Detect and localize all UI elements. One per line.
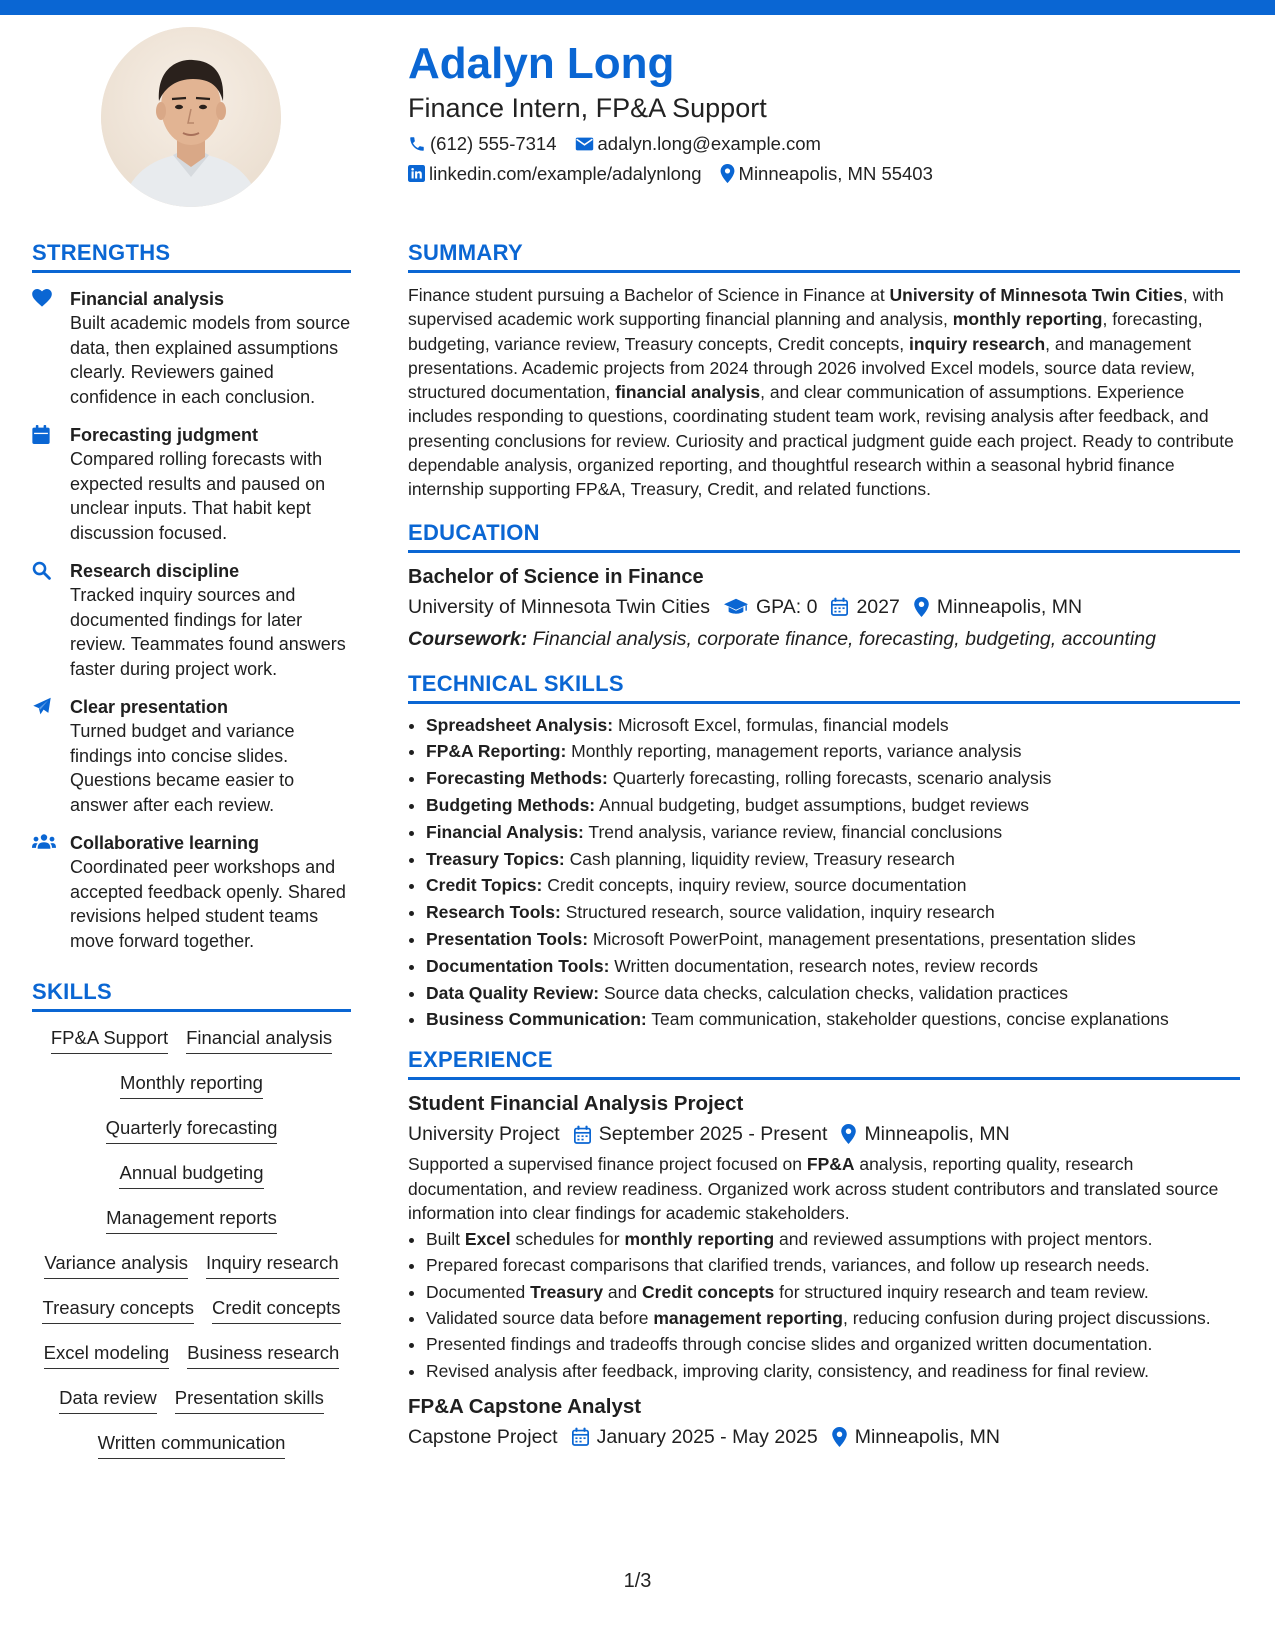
technical-skill-item	[426, 872, 1240, 899]
strength-item	[32, 831, 351, 953]
bold-phrase: Credit concepts	[642, 1281, 775, 1302]
skill-label: Forecasting Methods:	[426, 768, 608, 789]
users-icon	[32, 833, 56, 850]
technical-skill-item	[426, 1006, 1240, 1033]
job-bullets	[408, 1227, 1240, 1383]
skill-chip: Presentation skills	[175, 1386, 324, 1414]
text-run: and reviewed assumptions with project mentors.	[774, 1229, 1153, 1250]
skills-row	[32, 1386, 351, 1431]
location-text: Minneapolis, MN	[854, 1425, 1000, 1448]
year-text: 2027	[856, 595, 900, 618]
skill-value: Written documentation, research notes, review records	[609, 955, 1039, 976]
technical-skill-item	[426, 899, 1240, 926]
email-text: adalyn.long@example.com	[597, 132, 821, 154]
skills-list	[32, 1026, 351, 1476]
strength-item	[32, 695, 351, 817]
education-meta	[408, 593, 1240, 621]
job-bullet	[426, 1280, 1240, 1304]
right-column	[408, 240, 1240, 1451]
text-run: Finance student pursuing a Bachelor of Science in Finance at	[408, 285, 890, 305]
school-name	[408, 593, 710, 621]
location-contact	[720, 163, 933, 185]
map-pin-icon	[914, 597, 929, 617]
dates-text: January 2025 - May 2025	[596, 1425, 818, 1448]
skills-row	[32, 1296, 351, 1341]
text-run: Built	[426, 1229, 465, 1250]
strength-item	[32, 423, 351, 545]
strength-title: Financial analysis	[70, 289, 225, 309]
skill-value: Structured research, source validation, inquiry research	[560, 902, 995, 923]
technical-skill-item	[426, 712, 1240, 739]
job-org	[408, 1423, 558, 1451]
text-run: and	[603, 1281, 642, 1302]
contact-row-1	[408, 133, 1238, 155]
bold-phrase: monthly reporting	[624, 1229, 775, 1250]
map-pin-icon	[720, 164, 735, 183]
strength-desc: Tracked inquiry sources and documented findings for later review. Teammates found answers faster during project work.	[70, 585, 346, 679]
calendar-icon	[831, 597, 848, 616]
text-run: , and clear communication of assumptions. Experience includes responding to questions, coordinating student team work, revising analysis after feedback, and presenting conclusions for review. Curiosity and practical judgment guide each project. Ready to contribute dependable analysis, organized reporting, and thoughtful research within a seasonal hybrid finance internship supporting FP&A, Treasury, Credit, and related functions.	[408, 382, 1234, 500]
heart-icon	[32, 289, 52, 307]
skill-label: Presentation Tools:	[426, 929, 589, 950]
job-org	[408, 1120, 560, 1148]
phone-text: (612) 555-7314	[430, 132, 557, 154]
strengths-heading: STRENGTHS	[32, 240, 351, 273]
job-location	[841, 1120, 1009, 1148]
skills-row	[32, 1161, 351, 1206]
dates-text: September 2025 - Present	[598, 1123, 828, 1146]
job-description	[408, 1152, 1240, 1225]
coursework-text: Financial analysis, corporate finance, forecasting, budgeting, accounting	[527, 627, 1156, 650]
skill-chip: Quarterly forecasting	[106, 1116, 278, 1144]
gpa	[724, 593, 817, 621]
calendar-icon	[32, 425, 50, 444]
technical-skills-list	[408, 712, 1240, 1034]
job-location	[832, 1423, 1000, 1451]
text-run: , with supervised academic work supporting financial planning and analysis,	[408, 285, 1224, 330]
skill-label: Business Communication:	[426, 1009, 647, 1030]
contact-row-2	[408, 163, 1238, 185]
skill-chip: Written communication	[98, 1431, 286, 1459]
job-meta	[408, 1423, 1240, 1451]
bold-phrase: inquiry research	[908, 333, 1046, 354]
phone-icon	[408, 135, 426, 153]
skill-value: Team communication, stakeholder questions, concise explanations	[646, 1009, 1169, 1030]
summary-text	[408, 283, 1240, 502]
school-location	[914, 593, 1082, 621]
resume-header	[408, 40, 1238, 185]
envelope-icon	[575, 136, 594, 152]
skill-label: Data Quality Review:	[426, 982, 600, 1003]
text-run: for structured inquiry research and team review.	[774, 1281, 1149, 1302]
gpa-text: GPA: 0	[756, 595, 818, 618]
skill-chip: Excel modeling	[44, 1341, 169, 1369]
linkedin-contact[interactable]	[408, 163, 702, 185]
calendar-icon	[572, 1427, 589, 1446]
bold-phrase: FP&A	[806, 1154, 855, 1175]
technical-skill-item	[426, 953, 1240, 980]
location-text: Minneapolis, MN	[864, 1123, 1010, 1146]
strength-title: Clear presentation	[70, 697, 229, 717]
search-icon	[32, 561, 51, 580]
technical-skill-item	[426, 846, 1240, 873]
skill-chip: Annual budgeting	[119, 1161, 263, 1189]
skill-value: Monthly reporting, management reports, variance analysis	[566, 741, 1022, 762]
skill-label: Documentation Tools:	[426, 955, 610, 976]
text-run: analysis, reporting quality, research documentation, and review readiness. Organized work across student contributors and translated source information into clear findings for academic stakeholders.	[408, 1154, 1219, 1223]
map-pin-icon	[841, 1124, 856, 1144]
skill-chip: Monthly reporting	[120, 1071, 263, 1099]
skill-chip: Inquiry research	[206, 1251, 339, 1279]
location-text: Minneapolis, MN	[936, 595, 1083, 618]
skills-row	[32, 1206, 351, 1251]
text-run: Revised analysis after feedback, improving clarity, consistency, and readiness for final review.	[426, 1360, 1150, 1381]
candidate-role: Finance Intern, FP&A Support	[408, 93, 767, 124]
job-title: Student Financial Analysis Project	[408, 1092, 744, 1116]
text-run: , forecasting, budgeting, variance review, Treasury concepts, Credit concepts,	[408, 309, 1203, 354]
text-run: Supported a supervised finance project focused on	[408, 1154, 807, 1175]
skill-chip: Financial analysis	[186, 1026, 332, 1054]
job-bullet	[426, 1253, 1240, 1277]
graduation-cap-icon	[724, 598, 748, 616]
text-run: Prepared forecast comparisons that clarified trends, variances, and follow up research needs.	[426, 1255, 1150, 1276]
skill-value: Cash planning, liquidity review, Treasury research	[564, 848, 955, 869]
technical-skill-item	[426, 792, 1240, 819]
job-entry	[408, 1393, 1240, 1451]
coursework	[408, 625, 1240, 653]
strength-title: Forecasting judgment	[70, 425, 259, 445]
skill-label: Credit Topics:	[426, 875, 543, 896]
linkedin-icon	[408, 165, 425, 182]
skill-chip: Management reports	[106, 1206, 277, 1234]
text-run: Documented	[426, 1281, 531, 1302]
job-dates	[572, 1423, 818, 1451]
top-accent-bar	[0, 0, 1275, 15]
text-run: , reducing confusion during project discussions.	[842, 1308, 1211, 1329]
skill-value: Microsoft Excel, formulas, financial models	[613, 714, 949, 735]
strength-desc: Turned budget and variance findings into concise slides. Questions became easier to answer after each review.	[70, 721, 295, 815]
calendar-icon	[574, 1125, 591, 1144]
technical-skill-item	[426, 738, 1240, 765]
location-text: Minneapolis, MN 55403	[738, 162, 933, 184]
strength-desc: Coordinated peer workshops and accepted feedback openly. Shared revisions helped student teams move forward together.	[70, 857, 346, 951]
text-run: schedules for	[510, 1229, 625, 1250]
org-text: University Project	[408, 1123, 560, 1146]
left-column	[32, 240, 351, 1476]
coursework-label: Coursework:	[408, 627, 528, 650]
strengths-list	[32, 287, 351, 953]
strength-title: Collaborative learning	[70, 833, 260, 853]
job-meta	[408, 1120, 1240, 1148]
skill-value: Quarterly forecasting, rolling forecasts, scenario analysis	[607, 768, 1052, 789]
strength-item	[32, 287, 351, 409]
text-run: Presented findings and tradeoffs through concise slides and organized written documentation.	[426, 1334, 1153, 1355]
skill-value: Source data checks, calculation checks, validation practices	[599, 982, 1068, 1003]
technical-skill-item	[426, 765, 1240, 792]
phone-contact[interactable]	[408, 133, 557, 155]
grad-year	[831, 593, 899, 621]
bold-phrase: University of Minnesota Twin Cities	[889, 285, 1183, 305]
strength-desc: Built academic models from source data, then explained assumptions clearly. Reviewers gained confidence in each conclusion.	[70, 313, 351, 407]
experience-heading: EXPERIENCE	[408, 1047, 1240, 1080]
page-number: 1/3	[623, 1570, 652, 1592]
skill-label: Research Tools:	[426, 902, 561, 923]
skill-label: Budgeting Methods:	[426, 795, 596, 816]
email-contact[interactable]	[575, 133, 821, 155]
text-run: Validated source data before	[426, 1308, 654, 1329]
bold-phrase: monthly reporting	[952, 309, 1103, 330]
strength-item	[32, 559, 351, 681]
skill-label: Financial Analysis:	[426, 821, 584, 842]
job-bullet	[426, 1332, 1240, 1356]
job-entry	[408, 1090, 1240, 1383]
summary-heading: SUMMARY	[408, 240, 1240, 273]
profile-photo	[101, 27, 281, 207]
skills-heading: SKILLS	[32, 979, 351, 1012]
experience-list	[408, 1090, 1240, 1451]
degree-title: Bachelor of Science in Finance	[408, 565, 704, 588]
skill-value: Microsoft PowerPoint, management presentations, presentation slides	[588, 929, 1136, 950]
skill-chip: FP&A Support	[51, 1026, 168, 1054]
technical-skill-item	[426, 819, 1240, 846]
skill-chip: Data review	[59, 1386, 157, 1414]
school-text: University of Minnesota Twin Cities	[408, 595, 711, 618]
linkedin-text: linkedin.com/example/adalynlong	[429, 162, 702, 184]
skills-row	[32, 1341, 351, 1386]
job-bullet	[426, 1359, 1240, 1383]
skill-chip: Business research	[187, 1341, 339, 1369]
job-bullet	[426, 1306, 1240, 1330]
technical-skill-item	[426, 980, 1240, 1007]
text-run: , and management presentations. Academic projects from 2024 through 2026 involved Excel models, source data review, structured documentation,	[408, 333, 1195, 403]
skill-label: Treasury Topics:	[426, 848, 565, 869]
strength-desc: Compared rolling forecasts with expected results and paused on unclear inputs. That habit kept discussion focused.	[70, 449, 326, 543]
candidate-name: Adalyn Long	[408, 39, 675, 88]
skill-chip: Treasury concepts	[42, 1296, 194, 1324]
skill-value: Credit concepts, inquiry review, source documentation	[542, 875, 967, 896]
skills-row	[32, 1116, 351, 1161]
job-bullet	[426, 1227, 1240, 1251]
skill-value: Annual budgeting, budget assumptions, budget reviews	[595, 795, 1030, 816]
skill-chip: Variance analysis	[44, 1251, 188, 1279]
job-dates	[574, 1120, 828, 1148]
skill-label: Spreadsheet Analysis:	[426, 714, 614, 735]
map-pin-icon	[832, 1427, 847, 1447]
org-text: Capstone Project	[408, 1425, 558, 1448]
strength-title: Research discipline	[70, 561, 240, 581]
skill-label: FP&A Reporting:	[426, 741, 567, 762]
skill-chip: Credit concepts	[212, 1296, 341, 1324]
technical-skill-item	[426, 926, 1240, 953]
bold-phrase: financial analysis	[615, 382, 761, 403]
skills-row	[32, 1431, 351, 1476]
technical-skills-heading: TECHNICAL SKILLS	[408, 671, 1240, 704]
job-title: FP&A Capstone Analyst	[408, 1394, 642, 1418]
bold-phrase: management reporting	[653, 1308, 843, 1329]
paper-plane-icon	[32, 697, 52, 716]
bold-phrase: Excel	[464, 1229, 511, 1250]
skill-value: Trend analysis, variance review, financial conclusions	[583, 821, 1003, 842]
skills-row	[32, 1026, 351, 1071]
education-heading: EDUCATION	[408, 520, 1240, 553]
bold-phrase: Treasury	[530, 1281, 604, 1302]
skills-row	[32, 1071, 351, 1116]
skills-row	[32, 1251, 351, 1296]
